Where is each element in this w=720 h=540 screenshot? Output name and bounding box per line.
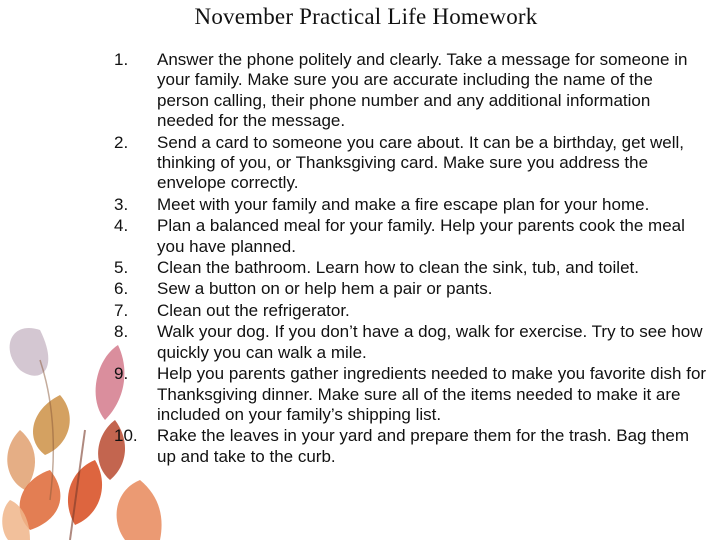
- item-text: Meet with your family and make a fire escape plan for your home.: [157, 194, 650, 214]
- item-number: 9.: [114, 364, 129, 384]
- list-item: [0, 364, 720, 425]
- item-number: 4.: [114, 216, 129, 236]
- list-item: [0, 133, 720, 194]
- list-item: [0, 426, 720, 467]
- item-text: Send a card to someone you care about. It can be a birthday, get well, thinking of you, or Thanksgiving card. Make sure you address the envelope correctly.: [157, 132, 685, 193]
- item-number: 10.: [114, 426, 138, 446]
- list-item: [0, 216, 720, 257]
- item-text: Walk your dog. If you don’t have a dog, walk for exercise. Try to see how quickly you can walk a mile.: [157, 322, 703, 362]
- item-text: Help you parents gather ingredients needed to make you favorite dish for Thanksgiving dinner. Make sure all of the items needed to make it are included on your family’s shipping list.: [157, 364, 707, 424]
- item-text: Answer the phone politely and clearly. Take a message for someone in your family. Make sure you are accurate including the name of the person calling, their phone number and any additional information needed for the message.: [157, 50, 688, 131]
- item-text: Rake the leaves in your yard and prepare them for the trash. Bag them up and take to the curb.: [157, 426, 690, 466]
- list-item: [0, 258, 720, 278]
- list-item: [0, 50, 720, 132]
- item-text: Clean the bathroom. Learn how to clean the sink, tub, and toilet.: [157, 258, 639, 278]
- list-item: [0, 301, 720, 321]
- item-number: 1.: [114, 50, 129, 69]
- item-number: 8.: [114, 322, 129, 342]
- item-number: 6.: [114, 279, 129, 299]
- item-number: 3.: [114, 194, 129, 214]
- list-item: [0, 279, 720, 299]
- list-item: [0, 195, 720, 215]
- item-number: 7.: [114, 300, 129, 320]
- item-number: 5.: [114, 258, 129, 278]
- item-text: Plan a balanced meal for your family. Help your parents cook the meal you have planned.: [157, 216, 685, 256]
- homework-list: [0, 50, 720, 467]
- list-item: [0, 322, 720, 363]
- page-title: November Practical Life Homework: [194, 4, 538, 29]
- item-number: 2.: [114, 132, 129, 152]
- item-text: Clean out the refrigerator.: [157, 300, 350, 320]
- item-text: Sew a button on or help hem a pair or pants.: [157, 279, 493, 299]
